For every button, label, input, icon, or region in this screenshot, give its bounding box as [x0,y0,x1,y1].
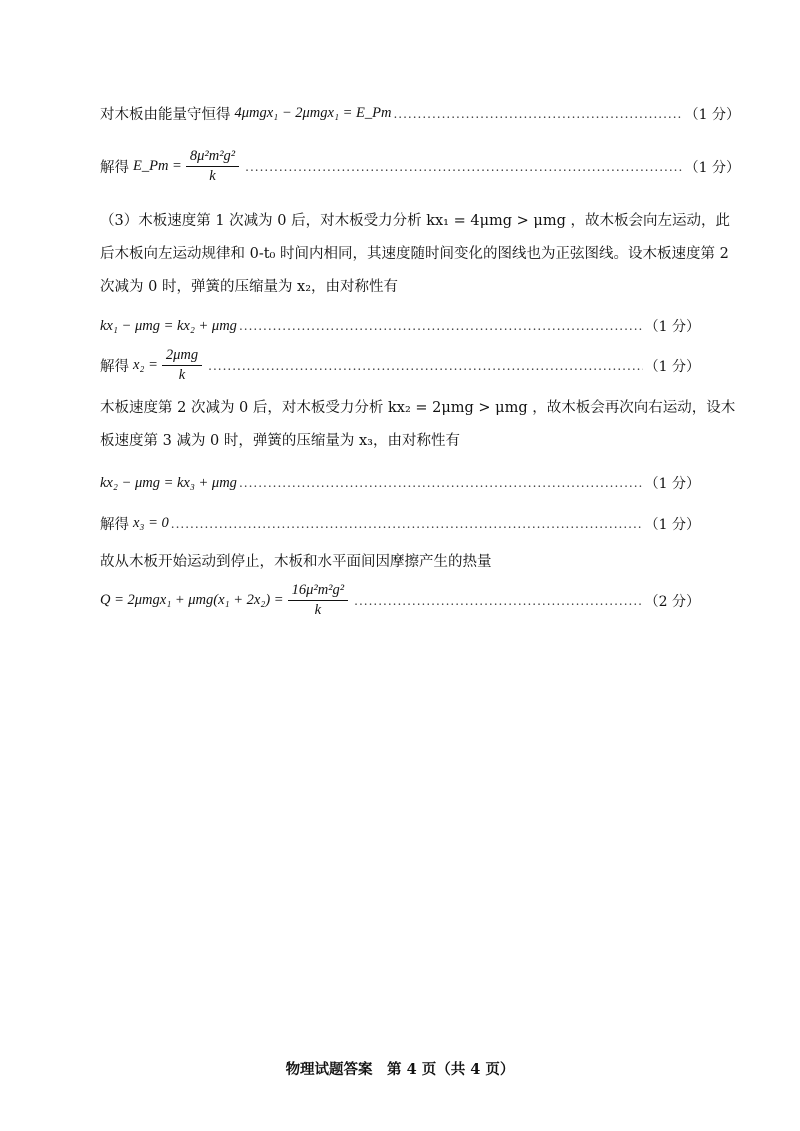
equation-line-symmetry-1 [100,316,700,336]
leader-dots [208,359,643,373]
line-text: 解得 [100,517,129,533]
equation-line-heat [100,582,700,620]
paragraph-part3: （3）木板速度第 1 次减为 0 后，对木板受力分析 kx₁ = 4μmg > μmg ，故木板会向左运动，此后木板向左运动规律和 0-t₀ 时间内相同，其速度随时间变化的图线也为正弦图线。设木板速度第 2 次减为 0 时，弹簧的压缩量为 x₂，由对称性有 [100,213,730,295]
score-label: （1 分） [644,319,700,335]
leader-dots [171,517,643,531]
fraction [162,347,202,385]
score-label: （1 分） [684,106,740,123]
line-text: 对木板由能量守恒得 [100,107,231,123]
fraction [186,148,239,186]
score-label: （1 分） [644,516,700,533]
line-text: 解得 [100,160,129,177]
leader-dots [239,319,643,333]
equation: kx₁ − μmg = kx₂ + μmg [100,317,237,334]
equation-lhs: Q = 2μmgx₁ + μmg(x₁ + 2x₂) = [100,592,284,609]
equation: kx₂ − μmg = kx₃ + μmg [100,474,237,491]
fraction-numerator: 2μmg [162,347,202,366]
line-text: 解得 [100,359,129,376]
paragraph-heat: 故从木板开始运动到停止，木板和水平面间因摩擦产生的热量 [100,554,492,570]
equation-line-symmetry-2 [100,473,700,493]
score-label: （1 分） [684,159,740,176]
equation-line-epm [100,148,740,186]
equation: 4μmgx₁ − 2μmgx₁ = E_Pm [234,105,392,121]
leader-dots [245,160,682,174]
fraction-denominator: k [209,168,216,185]
paragraph-second-stop: 木板速度第 2 次减为 0 后，对木板受力分析 kx₂ = 2μmg > μmg ，故木板会再次向右运动，设木板速度第 3 减为 0 时，弹簧的压缩量为 x₃，由对称性有 [100,400,736,449]
fraction-denominator: k [314,602,322,619]
equation-line-x2 [100,347,700,385]
leader-dots [393,107,682,121]
score-label: （2 分） [644,593,700,610]
equation-lhs: x₂ = [133,357,158,374]
leader-dots [354,594,643,608]
equation: x₃ = 0 [133,515,169,531]
leader-dots [239,476,643,490]
score-label: （1 分） [644,358,700,375]
fraction-denominator: k [178,367,186,384]
equation-lhs: E_Pm = [133,158,182,175]
page-footer: 物理试题答案 第 4 页（共 4 页） [285,1061,515,1078]
fraction-numerator: 8μ²m²g² [186,148,239,167]
score-label: （1 分） [644,476,700,492]
fraction [288,582,349,620]
equation-line-x3 [100,513,700,534]
equation-line-energy [100,103,740,124]
fraction-numerator: 16μ²m²g² [288,582,349,601]
